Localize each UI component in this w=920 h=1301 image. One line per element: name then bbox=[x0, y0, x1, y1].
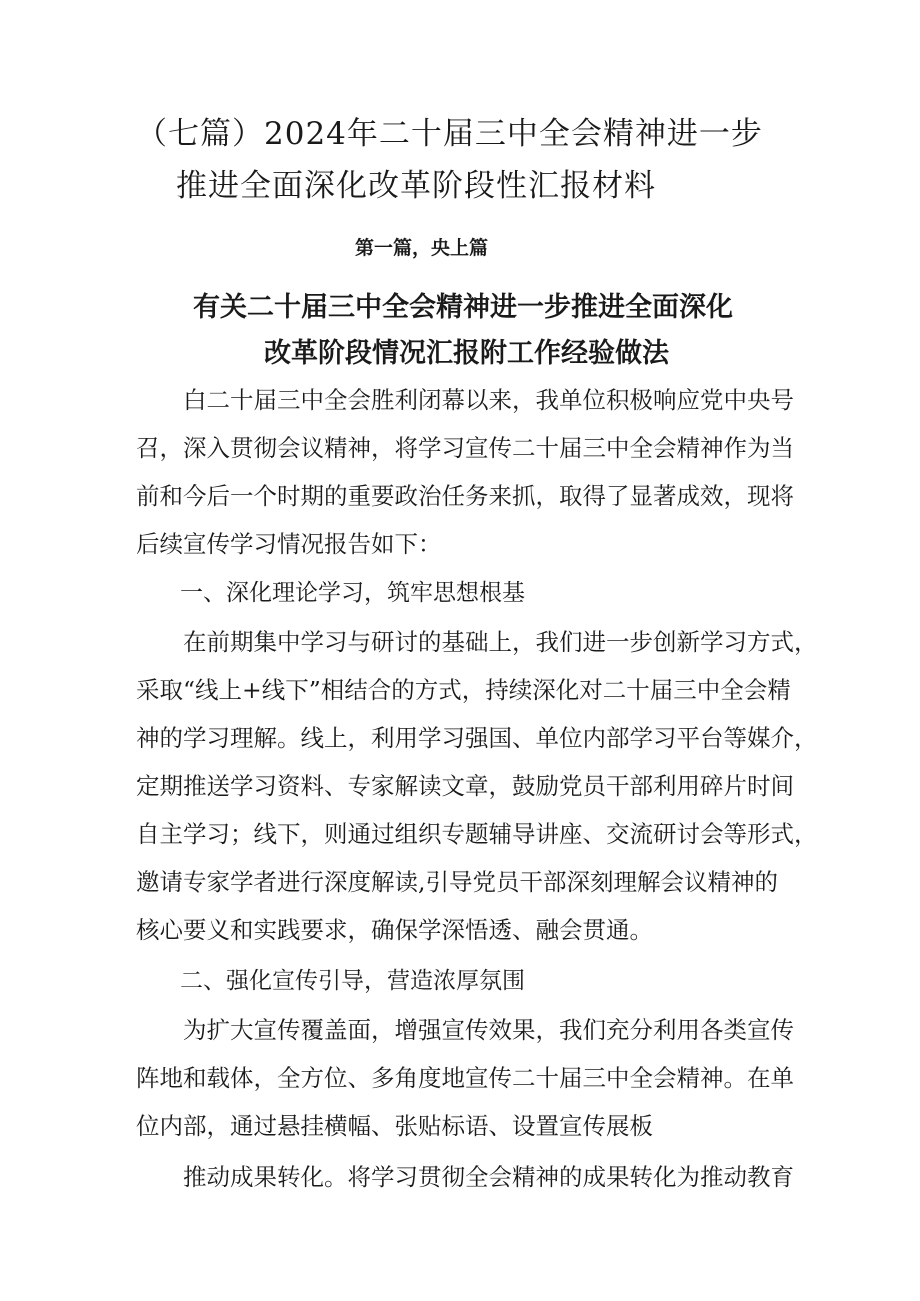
section-2-line: 阵地和载体，全方位、多角度地宣传二十届三中全会精神。在单 bbox=[136, 1064, 794, 1092]
section-1-line: 邀请专家学者进行深度解读,引导党员干部深刻理解会议精神的 bbox=[136, 868, 778, 896]
intro-line: 后续宣传学习情况报告如下： bbox=[136, 530, 442, 558]
section-1-line: 定期推送学习资料、专家解读文章，鼓励党员干部利用碎片时间 bbox=[136, 772, 794, 800]
document-subtitle: 第一篇，央上篇 bbox=[355, 237, 489, 259]
section-1-line: 在前期集中学习与研讨的基础上，我们进一步创新学习方式， bbox=[183, 628, 818, 656]
section-1-line: 采取“线上+线下”相结合的方式，持续深化对二十届三中全会精 bbox=[136, 676, 791, 704]
intro-line: 召，深入贯彻会议精神，将学习宣传二十届三中全会精神作为当 bbox=[136, 434, 794, 462]
intro-line: 白二十届三中全会胜利闭幕以来，我单位积极响应党中央号 bbox=[183, 386, 794, 414]
section-1-line: 自主学习；线下，则通过组织专题辅导讲座、交流研讨会等形式， bbox=[136, 820, 818, 848]
document-title-line-2: 推进全面深化改革阶段性汇报材料 bbox=[176, 168, 656, 204]
section-heading-2: 二、强化宣传引导，营造浓厚氛围 bbox=[180, 968, 525, 994]
section-1-line: 核心要义和实践要求，确保学深悟透、融会贯通。 bbox=[136, 916, 653, 944]
article-title-line-2: 改革阶段情况汇报附工作经验做法 bbox=[264, 338, 669, 369]
section-1-line: 神的学习理解。线上，利用学习强国、单位内部学习平台等媒介， bbox=[136, 724, 818, 752]
section-2-line: 位内部，通过悬挂横幅、张贴标语、设置宣传展板 bbox=[136, 1112, 653, 1140]
section-2-line: 为扩大宣传覆盖面，增强宣传效果，我们充分利用各类宣传 bbox=[183, 1016, 794, 1044]
document-title-line-1: （七篇）2024年二十届三中全会精神进一步 bbox=[136, 116, 763, 152]
article-title-line-1: 有关二十届三中全会精神进一步推进全面深化 bbox=[193, 292, 733, 323]
section-heading-1: 一、深化理论学习，筑牢思想根基 bbox=[180, 580, 525, 606]
trailing-paragraph-line: 推动成果转化。将学习贯彻全会精神的成果转化为推动教育 bbox=[183, 1163, 794, 1191]
intro-line: 前和今后一个时期的重要政治任务来抓，取得了显著成效，现将 bbox=[136, 482, 794, 510]
